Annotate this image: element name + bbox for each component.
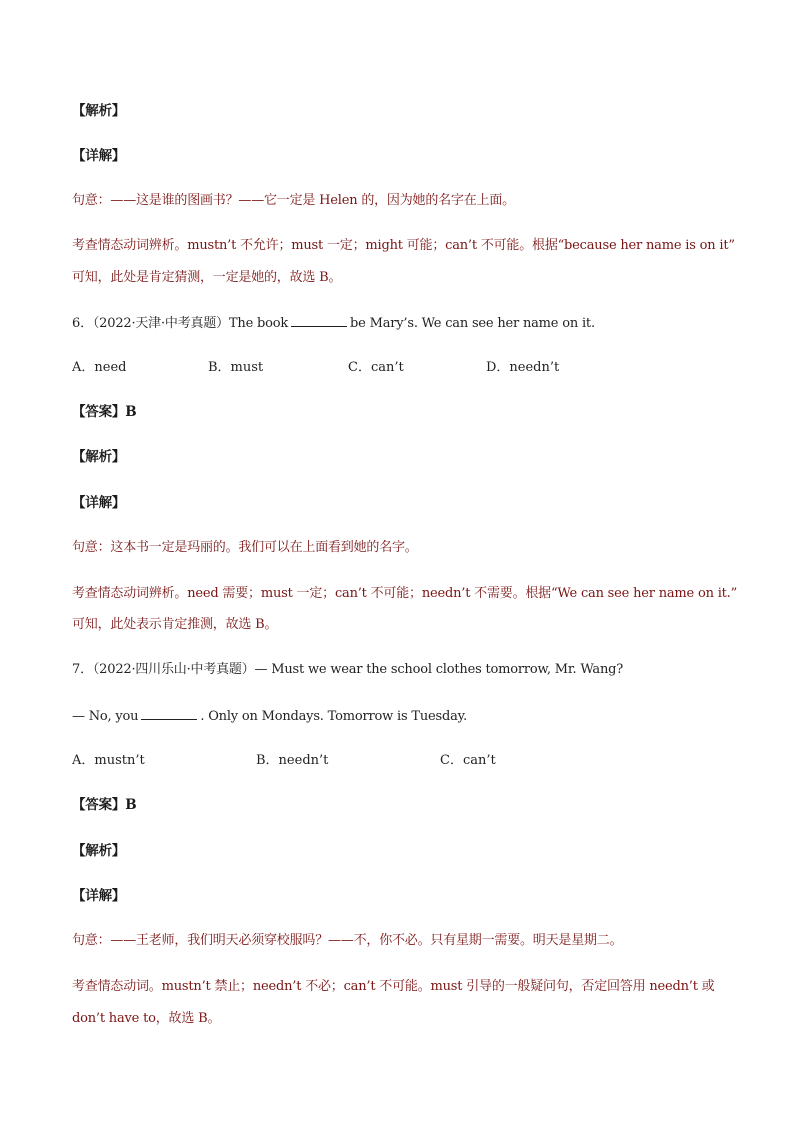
option-c: C．can’t [348,360,404,375]
analysis-line: 考查情态动词。mustn’t 禁止；needn’t 不必；can’t 不可能。must 引导的一般疑问句，否定回答用 needn’t 或 [72,979,715,994]
jiexi-heading: 【解析】 [72,843,126,859]
answer-label: 【答案】B [72,797,137,813]
answer-blank [291,315,347,327]
analysis-line: 考查情态动词辨析。mustn’t 不允许；must 一定；might 可能；can’t 不可能。根据“because her name is on it” [72,238,735,253]
sentence-meaning: 句意：——这是谁的图画书？——它一定是 Helen 的，因为她的名字在上面。 [72,193,515,208]
question-stem: . Only on Mondays. Tomorrow is Tuesday. [200,709,468,724]
option-a: A．mustn’t [72,753,145,768]
analysis-line: don’t have to，故选 B。 [72,1011,221,1026]
answer-label: 【答案】B [72,404,137,420]
analysis-line: 考查情态动词辨析。need 需要；must 一定；can’t 不可能；needn’t 不需要。根据“We can see her name on it.” [72,586,738,601]
option-d: D．needn’t [486,360,560,375]
jiexi-heading: 【解析】 [72,449,126,465]
sentence-meaning: 句意：——王老师，我们明天必须穿校服吗？——不，你不必。只有星期一需要。明天是星期二。 [72,933,623,948]
question-stem: be Mary’s. We can see her name on it. [350,316,595,331]
question-6 [72,315,595,332]
question-7-response [72,708,467,725]
answer-blank [141,708,197,720]
question-stem: — No, you [72,709,139,724]
option-a: A．need [72,360,127,375]
q7-options [72,753,772,769]
xiangjie-heading: 【详解】 [72,495,126,511]
question-7: 7．（2022·四川乐山·中考真题）— Must we wear the school clothes tomorrow, Mr. Wang? [72,662,624,677]
xiangjie-heading: 【详解】 [72,888,126,904]
option-c: C．can’t [440,753,496,768]
analysis-line: 可知，此处表示肯定推测，故选 B。 [72,617,278,632]
option-b: B．must [208,360,264,375]
option-b: B．needn’t [256,753,329,768]
q6-options [72,360,772,376]
question-stem: 6．（2022·天津·中考真题）The book [72,316,289,331]
analysis-line: 可知，此处是肯定猜测，一定是她的，故选 B。 [72,270,342,285]
sentence-meaning: 句意：这本书一定是玛丽的。我们可以在上面看到她的名字。 [72,540,418,555]
jiexi-heading: 【解析】 [72,103,126,119]
xiangjie-heading: 【详解】 [72,148,126,164]
